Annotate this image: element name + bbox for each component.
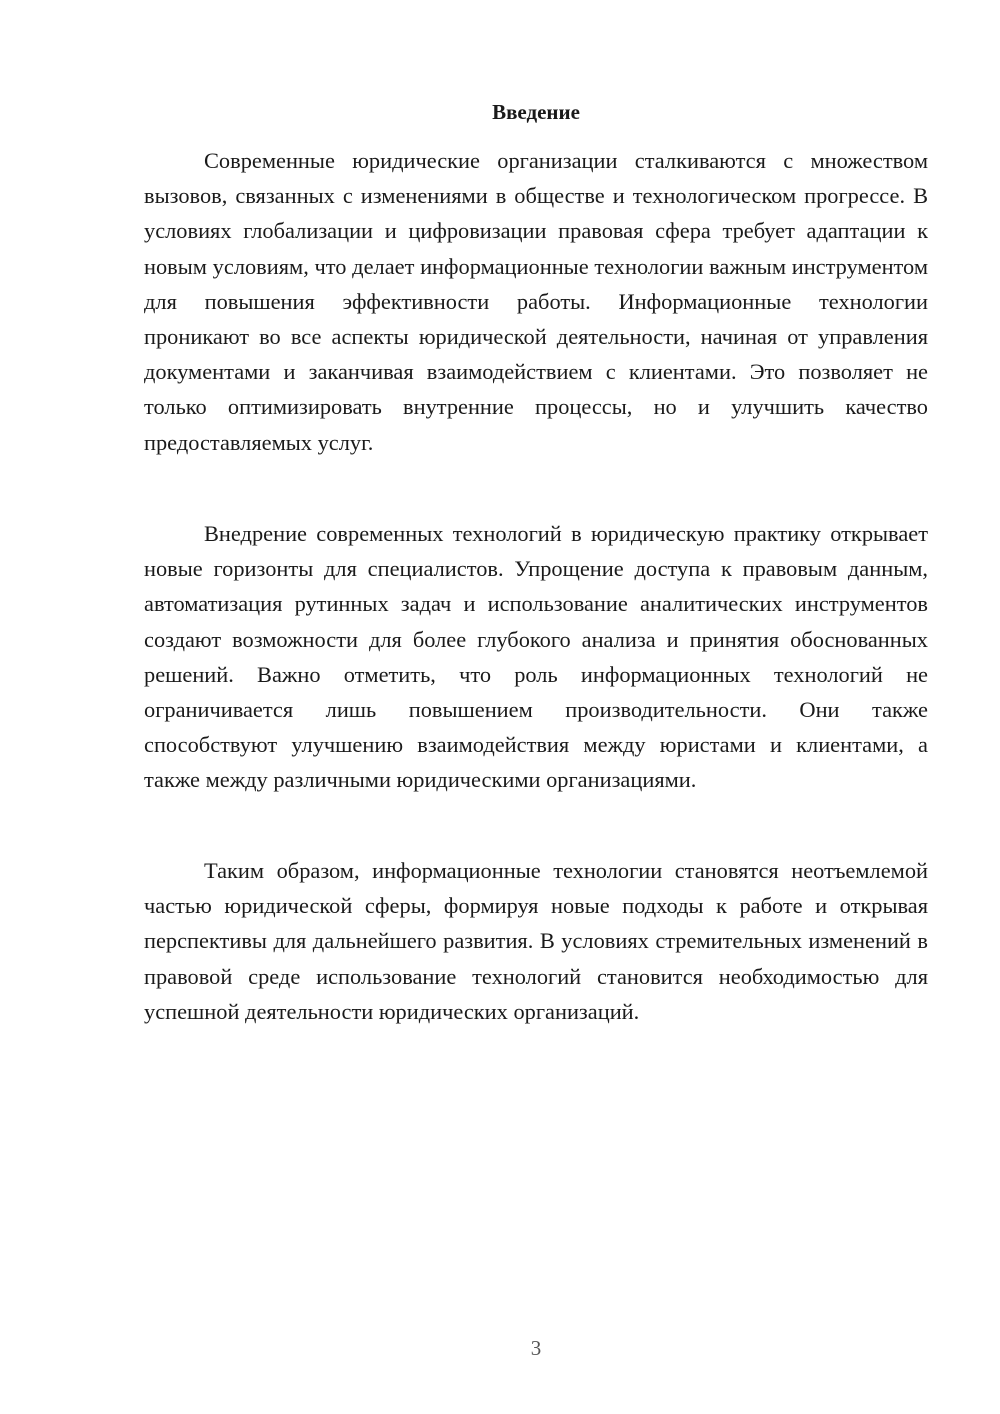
body-paragraph: Внедрение современных технологий в юридическую практику открывает новые горизонты для специалистов. Упрощение доступа к правовым данным, автоматизация рутинных задач и использование аналитических инструментов создают возможности для более глубокого анализа и принятия обоснованных решений. Важно отметить, что роль информационных технологий не ограничивается лишь повышением производительности. Они также способствуют улучшению взаимодействия между юристами и клиентами, а также между различными юридическими организациями. [144, 521, 928, 793]
section-heading: Введение [492, 100, 580, 124]
body-paragraph: Современные юридические организации сталкиваются с множеством вызовов, связанных с изменениями в обществе и технологическом прогрессе. В условиях глобализации и цифровизации правовая сфера требует адаптации к новым условиям, что делает информационные технологии важным инструментом для повышения эффективности работы. Информационные технологии проникают во все аспекты юридической деятельности, начиная от управления документами и заканчивая взаимодействием с клиентами. Это позволяет не только оптимизировать внутренние процессы, но и улучшить качество предоставляемых услуг. [144, 148, 928, 455]
body-paragraph-2-block [144, 516, 928, 798]
body-paragraph-1-block [144, 143, 928, 460]
body-paragraph: Таким образом, информационные технологии становятся неотъемлемой частью юридической сферы, формируя новые подходы к работе и открывая перспективы для дальнейшего развития. В условиях стремительных изменений в правовой среде использование технологий становится необходимостью для успешной деятельности юридических организаций. [144, 858, 928, 1024]
body-paragraph-3-block [144, 853, 928, 1029]
page-number: 3 [530, 1336, 542, 1360]
